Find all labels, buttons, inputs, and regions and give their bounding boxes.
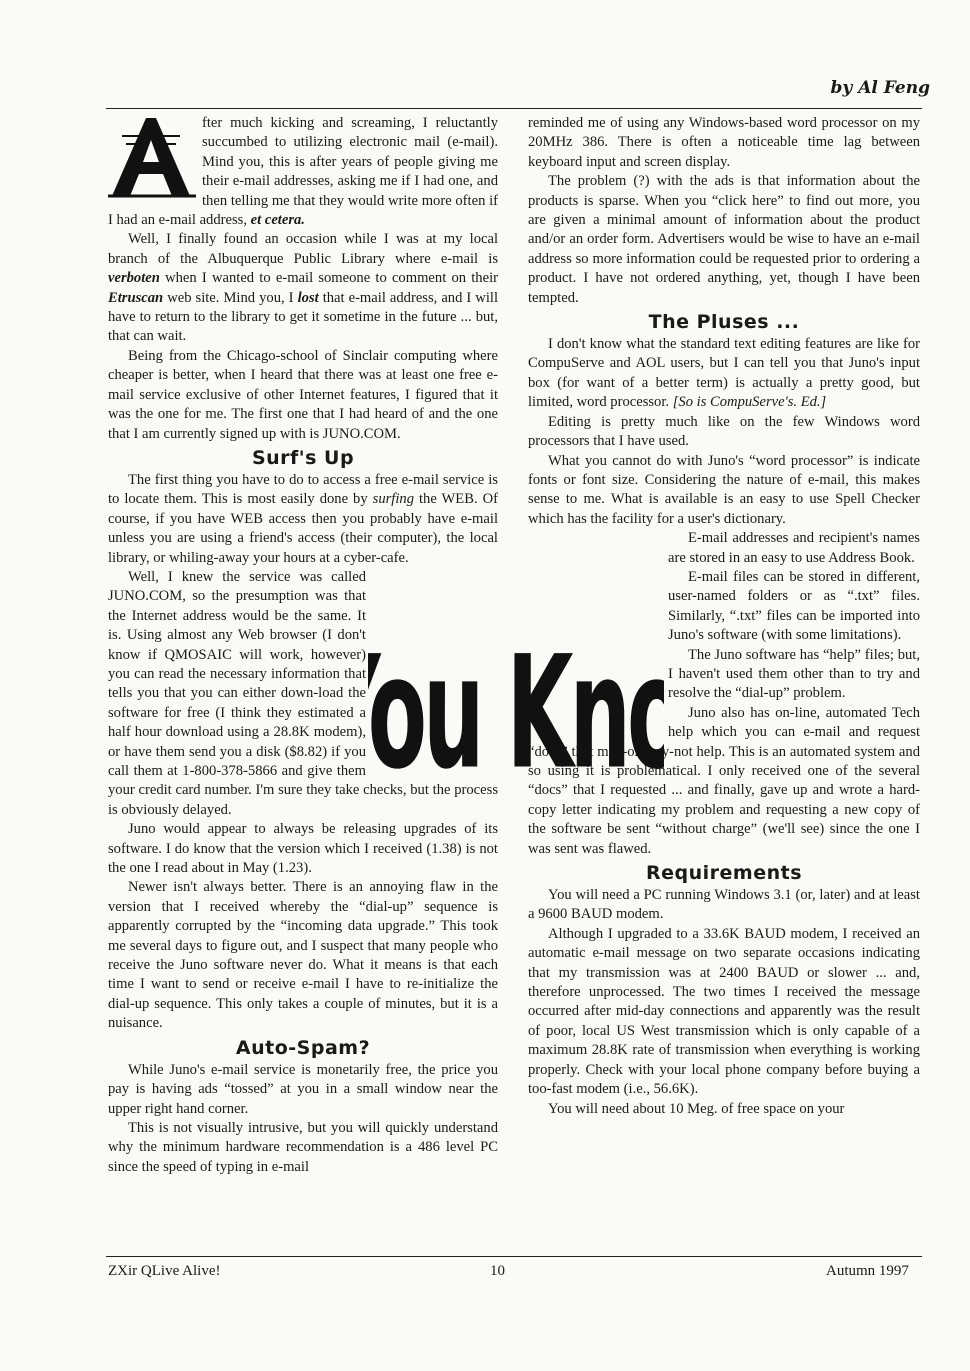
footer-page-number: 10 — [490, 1263, 505, 1279]
intro-paragraph: fter much kicking and screaming, I reluctantly succumbed to utilizing electronic mail (e-mail). Mind you, this is after years of people giving me their e-mail addresses, asking me if I had one, and then telling me that they would write more often if I had an e-mail address, et cetera. — [108, 115, 498, 229]
help-files-paragraph: The Juno software has “help” files; but, I haven't used them other than to try and resolve the “dial-up” problem. — [668, 646, 920, 702]
modem-paragraph: Although I upgraded to a 33.6K BAUD modem, I received an automatic e-mail message on two separate occasions indicating that my transmission was at 2400 BAUD or slower ... and, therefore unprocessed. The two times I received the message occurred after mid-day connections and apparently was the result of poor, local US West transmission which is only capable of a maximum 28.8K rate of transmission when everything is working properly. Check with your local phone company before buying a too-fast modem (i.e., 56.6K). — [528, 925, 920, 1098]
heading-auto-spam: Auto-Spam? — [235, 1036, 371, 1059]
windows-paragraph: You will need a PC running Windows 3.1 (or, later) and at least a 9600 BAUD modem. — [528, 887, 920, 923]
heading-surfs-up: Surf's Up — [251, 446, 355, 469]
dropcap-letter — [108, 116, 196, 198]
footer-publication: ZXir QLive Alive! — [108, 1263, 221, 1279]
disk-space-paragraph: You will need about 10 Meg. of free space on your — [548, 1100, 845, 1117]
folders-paragraph: E-mail files can be stored in different, user-named folders or as “.txt” files. Similarly, “.txt” files can be imported into Juno's software (with some limitations). — [668, 568, 920, 644]
dyou-know-text: ou Kn — [368, 623, 627, 780]
heading-pluses: The Pluses ... — [648, 311, 800, 334]
hardware-paragraph: This is not visually intrusive, but you will quickly understand why the minimum hardware recommendation is a 486 level PC since the speed of typing in e-mail — [108, 1119, 498, 1175]
upgrades-paragraph: Juno would appear to always be releasing upgrades of its software. I do know that the version which I received (1.38) is not the one I read about in May (1.23). — [108, 821, 498, 877]
word-processor-paragraph: What you cannot do with Juno's “word processor” is indicate fonts or font size. Considering the nature of e-mail, this makes sense to me. What is available is an easy to use Spell Checker which has the facility for a user's dictionary. — [528, 452, 920, 527]
dyou-know-art — [368, 598, 664, 780]
lag-paragraph: reminded me of using any Windows-based word processor on my 20MHz 386. There is often a noticeable time lag between keyboard input and screen display. — [528, 115, 920, 170]
chicago-paragraph: Being from the Chicago-school of Sinclair computing where cheaper is better, when I heard that there was at least one free e-mail service exclusive of other Internet features, I figured that it was the one for me. The first one that I had heard of and the one that I am currently signed up with is JUNO.COM. — [108, 347, 498, 442]
heading-requirements: Requirements — [645, 862, 802, 885]
ads-paragraph: While Juno's e-mail service is monetarily free, the price you pay is having ads “tossed” at you in a small window near the upper right hand corner. — [108, 1061, 498, 1117]
address-book-paragraph: E-mail addresses and recipient's names are stored in an easy to use Address Book. — [668, 530, 920, 566]
flaw-paragraph: Newer isn't always better. There is an annoying flaw in the version that I received whereby the “dial-up” sequence is apparently corrupted by the “incoming data upgrade.” This took me several days to figure out, and I suspect that many people who receive the Juno software never do. What it means is that each time I want to send or receive e-mail I have to re-initialize the dial-up sequence. This only takes a couple of minutes, but it is a nuisance. — [108, 879, 498, 1032]
juno-address-paragraph: Well, I knew the service was called JUNO.COM, so the presumption was that the Internet address would be the same. It is. Using almost any Web browser (I don't know if QMOSAIC will work, however) you can read the necessary information that tells you that you can either down-load the software for free (I think they estimated a half hour download using a 28.8K modem), or have them send you a disk ($8.82) if you call them at 1-800-378-5866 and give them your credit card number. I'm sure they take checks, but the process is obviously delayed. — [108, 568, 498, 818]
tech-help-paragraph: Juno also has on-line, automated Tech help which you can e-mail and request “docs” that may-or-may-not help. This is an automated system and so using it is problematical. I only received one of the several “docs” that I requested ... and finally, gave up and wrote a hard-copy letter indicating my problem and requesting a new copy of the software be sent “without charge” (we'll see) since the one I was sent was flawed. — [528, 704, 920, 857]
footer-rule — [106, 1256, 922, 1257]
footer-issue: Autumn 1997 — [826, 1263, 909, 1279]
surfing-paragraph: The first thing you have to do to access a free e-mail service is to locate them. This is most easily done by surfing the WEB. Of course, if you have WEB access then you probably have e-mail unless you are using a friend's access (their computer), the local library, or whiling-away your hours at a cyber-cafe. — [108, 471, 498, 566]
byline: by Al Feng — [830, 78, 930, 98]
editing-features-paragraph: I don't know what the standard text editing features are like for CompuServe and AOL users, but I can tell you that Juno's input box (for want of a better term) is actually a pretty good, but limited, word processor. [So is CompuServe's. Ed.] — [528, 336, 920, 411]
library-paragraph: Well, I finally found an occasion while I was at my local branch of the Albuquerque Public Library where e-mail is verboten when I wanted to e-mail someone to comment on their Etruscan web site. Mind you, I lost that e-mail address, and I will have to return to the library to get it sometime in the future ... but, that can wait. — [108, 231, 498, 345]
editing-paragraph: Editing is pretty much like on the few Windows word processors that I have used. — [528, 413, 920, 450]
header-rule — [106, 108, 922, 109]
ads-info-paragraph: The problem (?) with the ads is that information about the products is sparse. When you “click here” to find out more, you are given a minimal amount of information about the product and/or an order form. Advertisers would be wise to have an e-mail address so more information could be requested prior to ordering a product. I have not ordered anything, yet, though I have been tempted. — [528, 173, 920, 306]
dyou-know-graphic — [368, 598, 664, 780]
